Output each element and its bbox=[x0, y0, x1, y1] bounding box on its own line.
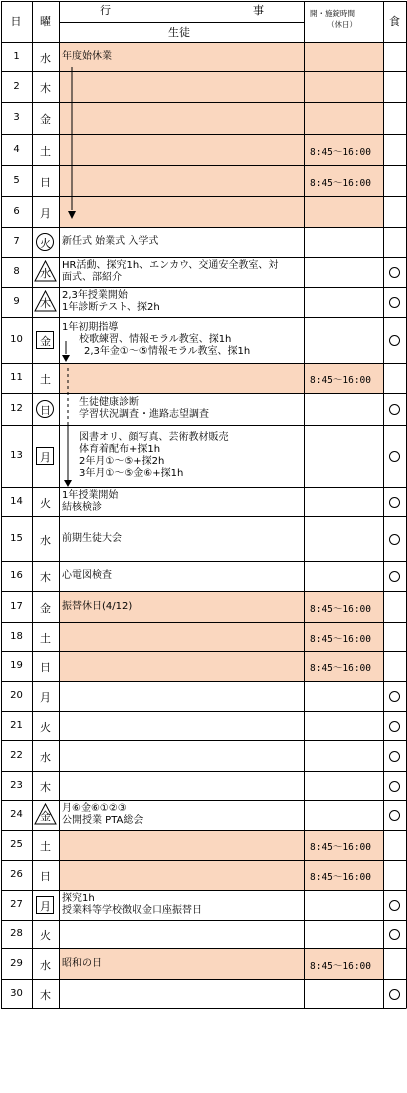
day-number: 30 bbox=[10, 987, 23, 999]
event-text: 生徒健康診断 bbox=[79, 397, 139, 408]
meal-circle-mark bbox=[389, 751, 400, 762]
weekday: 火 bbox=[40, 496, 51, 510]
open-time: 8:45～16:00 bbox=[310, 603, 371, 615]
weekday: 水 bbox=[40, 958, 51, 972]
day-number: 3 bbox=[13, 112, 20, 123]
event-text: 探究1h bbox=[62, 893, 95, 904]
weekday: 月 bbox=[40, 206, 51, 220]
header-day: 日 bbox=[10, 15, 22, 28]
event-text: 結核検診 bbox=[62, 501, 102, 513]
meal-circle-mark bbox=[389, 989, 400, 1000]
event-text: 授業料等学校徴収金口座振替日 bbox=[62, 905, 202, 916]
weekday: 火 bbox=[40, 237, 51, 250]
day-number: 6 bbox=[13, 205, 20, 217]
event-text: 面式、部紹介 bbox=[62, 272, 122, 283]
day-number: 25 bbox=[10, 839, 23, 850]
day-number: 15 bbox=[10, 532, 23, 544]
event-text: 2年月①～⑤+探2h bbox=[79, 456, 165, 467]
open-time: 8:45～16:00 bbox=[310, 872, 371, 883]
day-number: 14 bbox=[10, 495, 23, 507]
event-text: 1年診断テスト、探2h bbox=[62, 302, 160, 313]
open-time: 8:45～16:00 bbox=[310, 633, 371, 645]
day-number: 17 bbox=[10, 600, 23, 612]
day-number: 29 bbox=[10, 957, 23, 969]
holiday-fill bbox=[59, 196, 383, 227]
header-time-line2: （休日） bbox=[327, 20, 357, 29]
day-number: 16 bbox=[10, 570, 23, 581]
weekday: 水 bbox=[40, 533, 51, 547]
meal-circle-mark bbox=[389, 721, 400, 732]
day-number: 1 bbox=[13, 50, 20, 62]
day-number: 20 bbox=[10, 690, 23, 701]
event-text: 3年月①～⑤金⑥+探1h bbox=[79, 468, 184, 479]
weekday: 水 bbox=[40, 267, 51, 280]
day-number: 21 bbox=[10, 719, 23, 731]
meal-circle-mark bbox=[389, 810, 400, 821]
day-number: 23 bbox=[10, 779, 23, 791]
holiday-fill bbox=[59, 71, 383, 102]
weekday: 日 bbox=[40, 870, 51, 883]
weekday: 日 bbox=[40, 175, 51, 189]
event-text: 校歌練習、情報モラル教室、探1h bbox=[79, 334, 232, 345]
meal-circle-mark bbox=[389, 497, 400, 508]
weekday: 土 bbox=[40, 373, 51, 386]
day-number: 18 bbox=[10, 630, 23, 642]
meal-circle-mark bbox=[389, 691, 400, 702]
weekday: 土 bbox=[40, 144, 51, 158]
weekday: 水 bbox=[40, 51, 51, 65]
day-number: 28 bbox=[10, 928, 23, 939]
event-text: 年度始休業 bbox=[62, 50, 112, 62]
day-number: 13 bbox=[10, 450, 23, 461]
day-number: 19 bbox=[10, 660, 23, 671]
day-number: 10 bbox=[10, 334, 23, 345]
day-number: 9 bbox=[13, 296, 20, 307]
event-text: 心電図検査 bbox=[62, 570, 112, 581]
day-number: 27 bbox=[10, 899, 23, 910]
weekday: 日 bbox=[40, 661, 51, 674]
meal-circle-mark bbox=[389, 451, 400, 462]
event-text: 昭和の日 bbox=[62, 957, 102, 969]
weekday: 金 bbox=[40, 601, 51, 615]
weekday: 木 bbox=[40, 988, 51, 1002]
day-number: 22 bbox=[10, 749, 23, 761]
weekday: 金 bbox=[40, 113, 51, 126]
day-number: 2 bbox=[13, 80, 20, 92]
header-event-left: 行 bbox=[100, 4, 111, 17]
event-text: 体育着配布+探1h bbox=[79, 444, 161, 455]
header-event-sub: 生徒 bbox=[168, 26, 190, 39]
weekday: 金 bbox=[40, 810, 51, 823]
open-time: 8:45～16:00 bbox=[310, 842, 371, 853]
meal-circle-mark bbox=[389, 404, 400, 415]
meal-circle-mark bbox=[389, 534, 400, 545]
weekday: 木 bbox=[40, 297, 51, 310]
meal-circle-mark bbox=[389, 571, 400, 582]
event-text: HR活動、探究1h、エンカウ、交通安全教室、対 bbox=[62, 260, 279, 271]
weekday: 日 bbox=[40, 404, 51, 417]
day-number: 24 bbox=[10, 809, 23, 820]
day-number: 12 bbox=[10, 403, 23, 414]
day-number: 26 bbox=[10, 869, 23, 880]
open-time: 8:45～16:00 bbox=[310, 177, 371, 189]
day-number: 7 bbox=[13, 236, 20, 247]
meal-circle-mark bbox=[389, 781, 400, 792]
weekday: 水 bbox=[40, 750, 51, 764]
header-meal: 食 bbox=[389, 15, 400, 28]
meal-circle-mark bbox=[389, 929, 400, 940]
event-text: 1年初期指導 bbox=[62, 322, 119, 333]
weekday: 月 bbox=[40, 900, 51, 913]
weekday: 火 bbox=[40, 929, 51, 942]
weekday: 土 bbox=[40, 631, 51, 645]
weekday: 木 bbox=[40, 81, 51, 95]
open-time: 8:45～16:00 bbox=[310, 146, 371, 158]
day-number: 11 bbox=[10, 372, 23, 383]
meal-circle-mark bbox=[389, 900, 400, 911]
event-text: 学習状況調査・進路志望調査 bbox=[79, 409, 209, 420]
weekday: 木 bbox=[40, 571, 51, 584]
event-text: 図書オリ、顔写真、芸術教材販売 bbox=[79, 432, 229, 443]
weekday: 金 bbox=[40, 335, 51, 348]
open-time: 8:45～16:00 bbox=[310, 960, 371, 972]
day-number: 5 bbox=[13, 174, 20, 186]
event-text: 振替休日(4/12) bbox=[62, 600, 133, 612]
meal-circle-mark bbox=[389, 335, 400, 346]
day-number: 8 bbox=[13, 266, 20, 277]
event-text: 公開授業 PTA総会 bbox=[62, 815, 144, 826]
weekday: 土 bbox=[40, 840, 51, 853]
event-text: 新任式 始業式 入学式 bbox=[62, 236, 159, 247]
weekday: 火 bbox=[40, 720, 51, 734]
event-text: 2,3年授業開始 bbox=[62, 290, 128, 301]
header-time-line1: 開・施錠時間 bbox=[310, 9, 355, 18]
weekday: 月 bbox=[40, 451, 51, 464]
event-text: 1年授業開始 bbox=[62, 489, 119, 501]
weekday: 月 bbox=[40, 691, 51, 704]
header-weekday: 曜 bbox=[40, 15, 51, 28]
meal-circle-mark bbox=[389, 267, 400, 278]
event-text: 2,3年金①～⑤情報モラル教室、探1h bbox=[84, 346, 251, 357]
day-number: 4 bbox=[13, 143, 20, 155]
weekday: 木 bbox=[40, 780, 51, 794]
open-time: 8:45～16:00 bbox=[310, 375, 371, 386]
header-event-right: 事 bbox=[253, 4, 264, 17]
meal-circle-mark bbox=[389, 297, 400, 308]
holiday-fill bbox=[59, 102, 383, 134]
event-text: 月⑥金⑥①②③ bbox=[62, 803, 127, 814]
open-time: 8:45～16:00 bbox=[310, 663, 371, 674]
event-text: 前期生徒大会 bbox=[62, 532, 122, 544]
